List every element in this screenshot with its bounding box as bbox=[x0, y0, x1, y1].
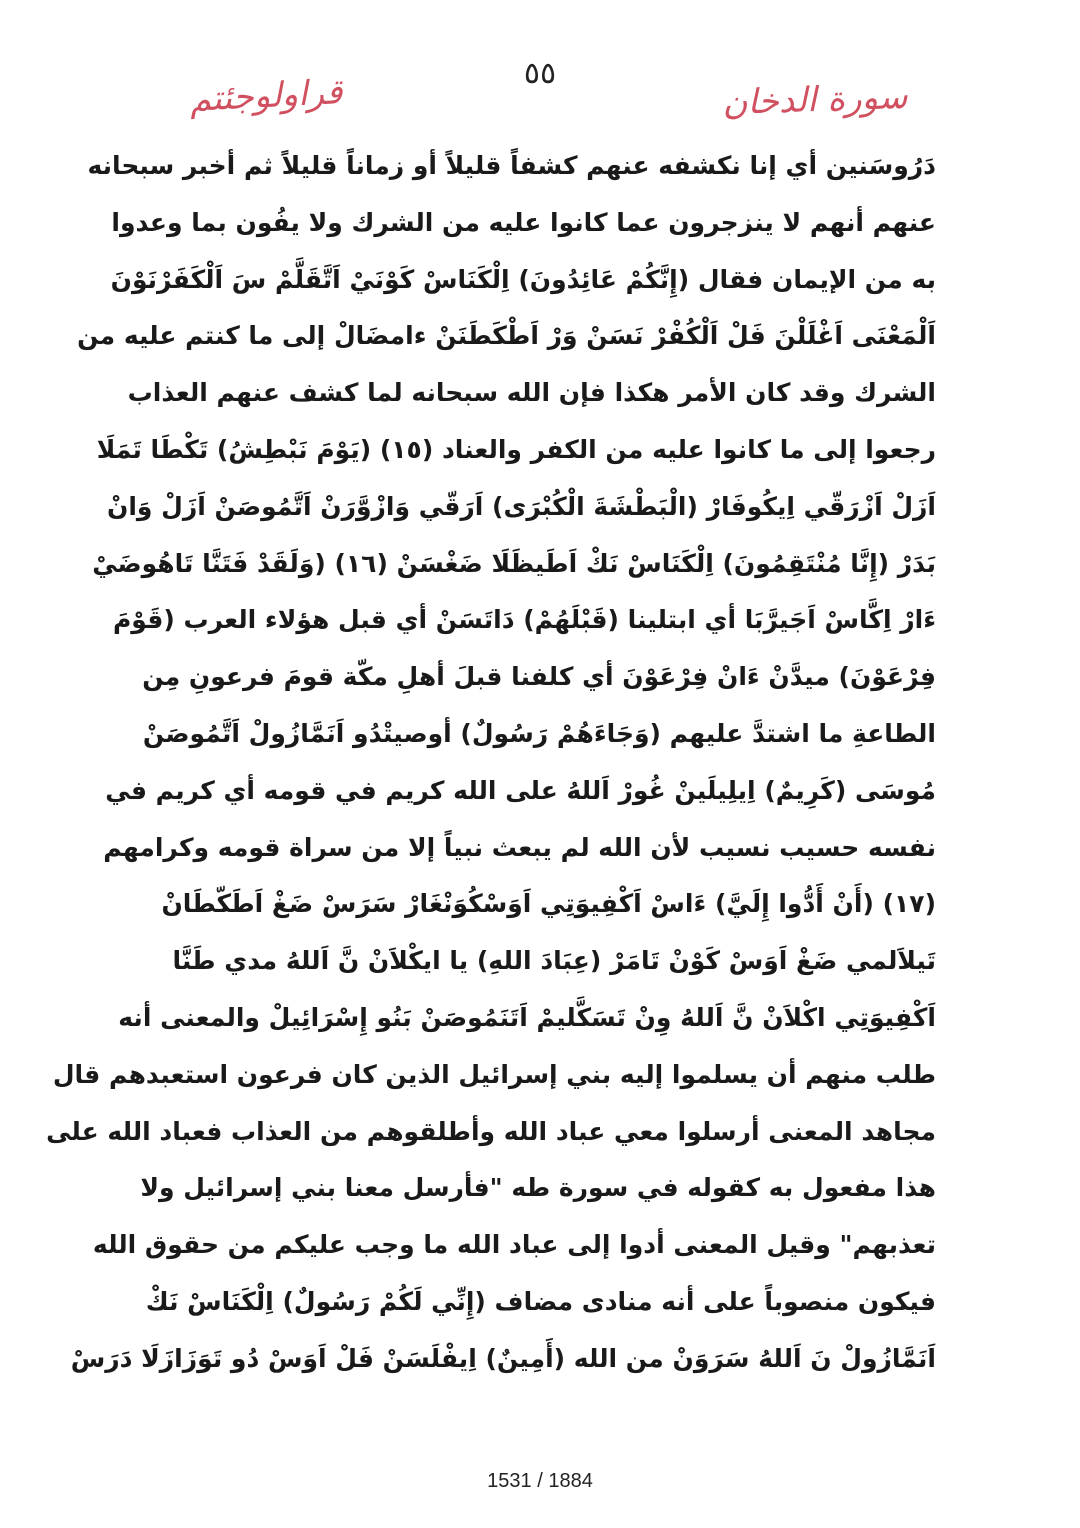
text-line: عنهم أنهم لا ينزجرون عما كانوا عليه من الشرك ولا يفُون بما وعدوا bbox=[111, 207, 936, 237]
page-counter: 1531 / 1884 bbox=[487, 1470, 593, 1492]
text-line: هذا مفعول به كقوله في سورة طه "فأرسل معنا بني إسرائيل ولا bbox=[140, 1173, 936, 1203]
text-line: تعذبهم" وقيل المعنى أدوا إلى عباد الله ما وجب عليكم من حقوق الله bbox=[92, 1230, 936, 1260]
text-line: (١٧) (أَنْ أَدُّوا إِلَيَّ) ءَاسْ اَكْفِيوَتِي اَوَسْكُوَنْغَارْ سَرَسْ ضَغْ اَطَكّطَانْ bbox=[161, 889, 936, 919]
handwritten-note-left: قراولوجئتم bbox=[188, 72, 344, 120]
text-line: اَزَلْ اَزْرَقّي اِيكُوفَارْ (الْبَطْشَةَ الْكُبْرَى) اَرَقّي وَازْوَّرَنْ اَتَّمُوصَنْ اَزَلْ وَانْ bbox=[107, 491, 936, 521]
page-number: ٥٥ bbox=[523, 56, 557, 91]
text-line: ءَارْ اِكَّاسْ اَجَيرَّبَا أي ابتلينا (قَبْلَهُمْ) دَاتَسَنْ أي قبل هؤلاء العرب (قَوْمَ bbox=[112, 605, 936, 635]
text-line: مُوسَى (كَرِيمٌ) اِيلِيلَينْ غُورْ اَللهُ على الله كريم في قومه أي كريم في bbox=[105, 775, 936, 805]
text-line: بَدَرْ (إِنَّا مُنْتَقِمُونَ) اِلْكَنَاسْ نَكْ اَطَيظَلَا ضَغْسَنْ (١٦) (وَلَقَدْ فَتَنَّا تَاهُوضَيْ bbox=[92, 548, 936, 578]
body-text bbox=[46, 138, 936, 1388]
text-line: رجعوا إلى ما كانوا عليه من الكفر والعناد (١٥) (يَوْمَ نَبْطِشُ) تَكْطَا تَمَلَا bbox=[96, 434, 936, 464]
text-line: دَرُوسَنين أي إنا نكشفه عنهم كشفاً قليلاً أو زماناً قليلاً ثم أخبر سبحانه bbox=[87, 151, 936, 180]
text-line: اَكْفِيوَتِي اكْلاَنْ نَّ اَللهُ وِنْ تَسَكَّليمْ اَتَنَمُوصَنْ بَنُو إِسْرَائِيلْ والمعنى أنه bbox=[118, 1002, 936, 1032]
text-line: تَيلاَلمي ضَغْ اَوَسْ كَوْنْ تَامَرْ (عِبَادَ اللهِ) يا ايكْلاَنْ نَّ اَللهُ مدي طَنَّا bbox=[172, 946, 936, 976]
text-line: به من الإيمان فقال (إِنَّكُمْ عَائِدُونَ) اِلْكَنَاسْ كَوْنَيْ اَتَّقَلَّمْ سَ اَلْكَفَرْنَوْنَ bbox=[110, 264, 936, 294]
text-line: الشرك وقد كان الأمر هكذا فإن الله سبحانه لما كشف عنهم العذاب bbox=[127, 378, 936, 408]
text-line: اَنَمَّازُولْ نَ اَللهُ سَرَوَنْ من الله (أَمِينٌ) اِيفْلَسَنْ فَلْ اَوَسْ دُو تَوَزَازَلَا دَرَسْ bbox=[70, 1343, 936, 1373]
text-line: اَلْمَعْنَى اَغْلَلْنَ فَلْ اَلْكُفْرْ نَسَنْ وَرْ اَطْكَطَنَنْ ءامضَالْ إلى ما كنتم عليه من bbox=[77, 321, 936, 351]
text-line: الطاعةِ ما اشتدَّ عليهم (وَجَاءَهُمْ رَسُولٌ) أوصيتْدُو اَنَمَّازُولْ اَتَّمُوصَنْ bbox=[142, 718, 936, 748]
handwritten-note-right: سورة الدخان bbox=[721, 76, 909, 124]
text-line: فيكون منصوباً على أنه منادى مضاف (إِنِّي لَكُمْ رَسُولٌ) اِلْكَنَاسْ نَكْ bbox=[145, 1286, 936, 1316]
text-line: طلب منهم أن يسلموا إليه بني إسرائيل الذين كان فرعون استعبدهم قال bbox=[52, 1059, 936, 1089]
text-line: نفسه حسيب نسيب لأن الله لم يبعث نبياً إلا من سراة قومه وكرامهم bbox=[103, 832, 936, 862]
text-line: مجاهد المعنى أرسلوا معي عباد الله وأطلقوهم من العذاب فعباد الله على bbox=[46, 1116, 936, 1146]
text-line: فِرْعَوْنَ) ميدَّنْ ءَانْ فِرْعَوْنَ أي كلفنا قبلَ أهلِ مكّة قومَ فرعونِ مِن bbox=[142, 662, 936, 692]
